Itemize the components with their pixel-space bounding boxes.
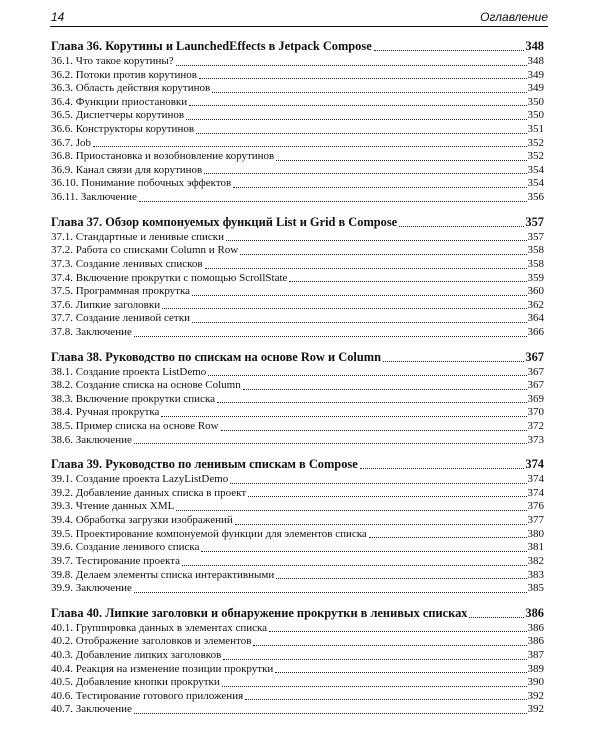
toc-entry-title: 36.3. Область действия корутинов <box>51 82 211 95</box>
toc-entry-page: 372 <box>527 420 544 433</box>
chapter-heading-page: 357 <box>525 214 544 229</box>
toc-entry-title: 39.6. Создание ленивого списка <box>51 541 200 554</box>
toc-entry-title: 37.1. Стандартные и ленивые списки <box>51 230 224 243</box>
dot-leader <box>176 509 526 511</box>
toc-entry-page: 359 <box>527 271 544 284</box>
toc-entry-title: 38.6. Заключение <box>51 433 132 446</box>
dot-leader <box>162 307 526 309</box>
toc-entry-title: 38.4. Ручная прокрутка <box>51 406 160 419</box>
dot-leader <box>196 132 526 134</box>
dot-leader <box>399 225 524 227</box>
toc-entry-page: 351 <box>527 123 544 136</box>
toc-entry[interactable] <box>51 244 544 258</box>
toc-entry-page: 352 <box>527 136 544 149</box>
chapter-block <box>51 456 544 595</box>
toc-entry[interactable] <box>51 649 544 663</box>
toc-entry-page: 380 <box>527 527 544 540</box>
chapter-block <box>51 38 544 205</box>
dot-leader <box>360 467 525 469</box>
toc-entry-title: 37.5. Программная прокрутка <box>51 285 191 298</box>
toc-entry-title: 40.4. Реакция на изменение позиции прокрутки <box>51 662 274 675</box>
page-header <box>50 8 548 27</box>
toc-entry-page: 357 <box>527 230 544 243</box>
chapter-heading[interactable] <box>51 214 544 231</box>
dot-leader <box>276 577 526 579</box>
dot-leader <box>248 495 526 497</box>
toc-entry-page: 354 <box>527 177 544 190</box>
toc-entry-page: 385 <box>527 582 544 595</box>
toc-entry-title: 36.1. Что такое корутины? <box>51 55 174 67</box>
toc-entry-page: 370 <box>527 406 544 419</box>
toc-entry-title: 39.4. Обработка загрузки изображений <box>51 514 233 527</box>
toc-entry-page: 386 <box>527 635 544 648</box>
toc-entry[interactable] <box>51 366 544 380</box>
toc-entry-title: 39.8. Делаем элементы списка интерактивными <box>51 568 275 581</box>
dot-leader <box>189 104 526 106</box>
toc-entry-page: 374 <box>527 473 544 486</box>
dot-leader <box>269 630 526 632</box>
toc-entry-page: 369 <box>527 392 544 405</box>
dot-leader <box>369 536 527 538</box>
toc-entry-page: 348 <box>527 55 544 67</box>
toc-entry-title: 37.3. Создание ленивых списков <box>51 257 203 270</box>
toc-entry-title: 39.2. Добавление данных списка в проект <box>51 486 247 499</box>
toc-entry-title: 36.9. Канал связи для корутинов <box>51 163 203 176</box>
toc-entry[interactable] <box>51 541 544 555</box>
toc-entry[interactable] <box>51 690 544 704</box>
toc-entry[interactable] <box>51 231 544 245</box>
chapter-heading-title: Глава 38. Руководство по спискам на основе Row и Column <box>51 349 381 364</box>
toc-entry[interactable] <box>51 555 544 569</box>
toc-entry-title: 40.5. Добавление кнопки прокрутки <box>51 676 220 689</box>
toc-entry-title: 37.7. Создание ленивой сетки <box>51 312 190 325</box>
toc-entry-title: 36.8. Приостановка и возобновление корутинов <box>51 150 275 163</box>
chapter-block <box>51 605 544 717</box>
toc-entry-title: 38.5. Пример списка на основе Row <box>51 420 219 433</box>
toc-entry[interactable] <box>51 258 544 272</box>
toc-entry[interactable] <box>51 434 544 448</box>
toc-entry-title: 38.3. Включение прокрутки списка <box>51 392 216 405</box>
dot-leader <box>469 616 524 618</box>
toc-entry[interactable] <box>51 109 544 123</box>
toc-entry-title: 39.1. Создание проекта LazyListDemo <box>51 473 229 486</box>
toc-entry-title: 36.6. Конструкторы корутинов <box>51 123 195 136</box>
toc-entry-page: 390 <box>527 676 544 689</box>
chapter-heading-page: 348 <box>525 39 544 53</box>
toc-entry[interactable] <box>51 96 544 110</box>
toc-entry[interactable] <box>51 191 544 205</box>
dot-leader <box>275 671 526 673</box>
toc-entry-page: 377 <box>527 514 544 527</box>
toc-entry[interactable] <box>51 326 544 340</box>
toc-entry-page: 356 <box>527 191 544 204</box>
toc-entry-title: 36.7. Job <box>51 136 92 149</box>
toc-entry-title: 40.3. Добавление липких заголовков <box>51 648 222 661</box>
toc-entry[interactable] <box>51 55 544 69</box>
toc-entry-page: 349 <box>527 82 544 95</box>
toc-entry[interactable] <box>51 500 544 514</box>
toc-entry-page: 352 <box>527 150 544 163</box>
dot-leader <box>205 267 527 269</box>
toc-entry[interactable] <box>51 312 544 326</box>
toc-entry-page: 376 <box>527 500 544 513</box>
toc-entry-page: 374 <box>527 486 544 499</box>
toc-entry[interactable] <box>51 393 544 407</box>
toc-entry[interactable] <box>51 299 544 313</box>
toc-entry[interactable] <box>51 676 544 690</box>
toc-entry-page: 373 <box>527 433 544 446</box>
toc-entry-title: 36.10. Понимание побочных эффектов <box>51 177 232 190</box>
toc-entry-page: 366 <box>527 325 544 338</box>
toc-entry-title: 37.2. Работа со списками Column и Row <box>51 244 239 257</box>
toc-entry-title: 39.3. Чтение данных XML <box>51 500 175 513</box>
dot-leader <box>93 145 526 147</box>
dot-leader <box>235 523 527 525</box>
chapter-heading-page: 367 <box>525 349 544 364</box>
toc-entry-page: 367 <box>527 365 544 378</box>
chapter-heading[interactable] <box>51 456 544 473</box>
dot-leader <box>134 442 527 444</box>
toc-entry-page: 350 <box>527 95 544 108</box>
chapter-heading[interactable] <box>51 605 544 622</box>
toc-entry[interactable] <box>51 137 544 151</box>
chapter-heading-title: Глава 40. Липкие заголовки и обнаружение прокрутки в ленивых списках <box>51 605 468 620</box>
dot-leader <box>217 401 526 403</box>
toc-entry-page: 360 <box>527 285 544 298</box>
toc-entry-page: 383 <box>527 568 544 581</box>
chapter-block <box>51 214 544 340</box>
toc-entry-title: 36.5. Диспетчеры корутинов <box>51 109 185 122</box>
toc-entry[interactable] <box>51 473 544 487</box>
toc-entry-page: 350 <box>527 109 544 122</box>
toc-entry-page: 349 <box>527 68 544 81</box>
dot-leader <box>253 644 526 646</box>
toc-entry-page: 392 <box>527 689 544 702</box>
toc-entry-page: 364 <box>527 312 544 325</box>
toc-entry-page: 358 <box>527 257 544 270</box>
toc-entry-title: 37.8. Заключение <box>51 325 132 338</box>
dot-leader <box>199 77 527 79</box>
dot-leader <box>134 335 527 337</box>
toc-entry[interactable] <box>51 406 544 420</box>
dot-leader <box>192 321 527 323</box>
toc-entry[interactable] <box>51 420 544 434</box>
dot-leader <box>208 374 526 376</box>
dot-leader <box>223 658 526 660</box>
dot-leader <box>161 415 526 417</box>
toc-entry-title: 37.4. Включение прокрутки с помощью ScrollState <box>51 271 288 284</box>
toc-entry-page: 381 <box>527 541 544 554</box>
toc-entry[interactable] <box>51 582 544 596</box>
dot-leader <box>192 294 526 296</box>
toc-entry-title: 40.6. Тестирование готового приложения <box>51 689 244 702</box>
dot-leader <box>289 280 526 282</box>
toc-entry-page: 387 <box>527 648 544 661</box>
toc-entry[interactable] <box>51 69 544 83</box>
dot-leader <box>182 564 526 566</box>
chapter-heading-page: 386 <box>525 605 544 620</box>
dot-leader <box>176 64 527 66</box>
dot-leader <box>134 591 527 593</box>
toc-entry-title: 36.4. Функции приостановки <box>51 95 188 108</box>
toc-entry[interactable] <box>51 272 544 286</box>
dot-leader <box>243 388 527 390</box>
toc-entry-page: 354 <box>527 163 544 176</box>
dot-leader <box>233 186 526 188</box>
toc-entry-title: 38.1. Создание проекта ListDemo <box>51 365 207 378</box>
running-title: Оглавление <box>480 10 548 24</box>
toc-entry-title: 38.2. Создание списка на основе Column <box>51 379 241 392</box>
toc-entry-page: 382 <box>527 554 544 567</box>
toc-entry[interactable] <box>51 703 544 717</box>
dot-leader <box>204 172 526 174</box>
toc-entry[interactable] <box>51 379 544 393</box>
chapter-heading-title: Глава 36. Корутины и LaunchedEffects в Jetpack Compose <box>51 39 372 53</box>
chapter-heading[interactable] <box>51 349 544 366</box>
toc-entry[interactable] <box>51 285 544 299</box>
dot-leader <box>374 49 525 51</box>
toc-entry-title: 40.1. Группировка данных в элементах списка <box>51 621 268 634</box>
dot-leader <box>134 712 527 714</box>
chapter-block <box>51 349 544 448</box>
chapter-heading-title: Глава 39. Руководство по ленивым спискам в Compose <box>51 457 358 472</box>
dot-leader <box>383 360 524 362</box>
dot-leader <box>245 698 526 700</box>
toc-entry-title: 36.2. Потоки против корутинов <box>51 68 197 81</box>
toc-entry-title: 39.9. Заключение <box>51 582 132 595</box>
toc-entry[interactable] <box>51 82 544 96</box>
dot-leader <box>240 253 526 255</box>
toc-entry[interactable] <box>51 528 544 542</box>
toc-entry-title: 40.7. Заключение <box>51 703 132 716</box>
toc-entry[interactable] <box>51 177 544 191</box>
chapter-heading[interactable] <box>51 38 544 55</box>
toc-entry-title: 39.5. Проектирование компонуемой функции для элементов списка <box>51 527 367 540</box>
toc-entry-page: 367 <box>527 379 544 392</box>
toc-entry[interactable] <box>51 635 544 649</box>
toc-entry[interactable] <box>51 569 544 583</box>
dot-leader <box>186 118 526 120</box>
toc-entry-page: 389 <box>527 662 544 675</box>
toc-entry-page: 358 <box>527 244 544 257</box>
dot-leader <box>222 685 527 687</box>
dot-leader <box>201 550 526 552</box>
toc-entry-page: 386 <box>527 621 544 634</box>
toc-entry-title: 37.6. Липкие заголовки <box>51 298 161 311</box>
toc-entry[interactable] <box>51 123 544 137</box>
page-number: 14 <box>51 10 65 24</box>
toc-entry[interactable] <box>51 487 544 501</box>
toc-entry-title: 40.2. Отображение заголовков и элементов <box>51 635 252 648</box>
dot-leader <box>212 91 526 93</box>
toc-entry[interactable] <box>51 622 544 636</box>
toc-entry[interactable] <box>51 164 544 178</box>
toc-entry-page: 392 <box>527 703 544 716</box>
dot-leader <box>230 482 526 484</box>
chapter-heading-title: Глава 37. Обзор компонуемых функций List и Grid в Compose <box>51 214 398 229</box>
chapter-heading-page: 374 <box>525 457 544 472</box>
toc-entry[interactable] <box>51 663 544 677</box>
toc-entry-title: 36.11. Заключение <box>51 191 137 204</box>
dot-leader <box>139 200 527 202</box>
dot-leader <box>276 159 526 161</box>
toc-entry[interactable] <box>51 514 544 528</box>
dot-leader <box>221 429 527 431</box>
toc-entry[interactable] <box>51 150 544 164</box>
table-of-contents <box>51 38 544 726</box>
toc-entry-title: 39.7. Тестирование проекта <box>51 554 181 567</box>
dot-leader <box>226 239 527 241</box>
toc-entry-page: 362 <box>527 298 544 311</box>
